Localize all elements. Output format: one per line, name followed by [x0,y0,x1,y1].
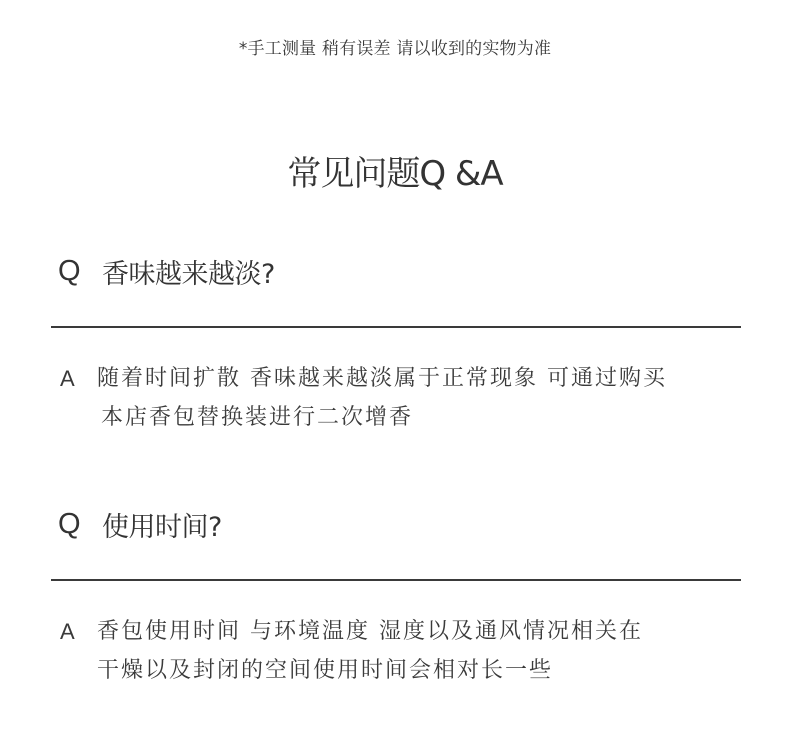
divider [51,326,741,328]
answer-line: 干燥以及封闭的空间使用时间会相对长一些 [97,658,554,683]
answer-line: 本店香包替换装进行二次增香 [101,405,414,430]
question-text: 使用时间? [102,512,222,543]
faq-question-1 [58,252,748,291]
faq-answer-2 [60,612,740,690]
question-marker: Q [58,508,81,540]
question-text: 香味越来越淡? [102,259,275,290]
faq-answer-1 [60,359,740,437]
question-marker: Q [58,255,81,287]
divider [51,579,741,581]
measurement-disclaimer: *手工测量 稍有误差 请以收到的实物为准 [238,39,552,59]
faq-section-title: 常见问题Q &A [287,154,503,194]
answer-marker: A [60,366,75,391]
answer-line: 香包使用时间 与环境温度 湿度以及通风情况相关在 [97,619,643,644]
faq-question-2 [58,505,748,544]
answer-marker: A [60,619,75,644]
answer-line: 随着时间扩散 香味越来越淡属于正常现象 可通过购买 [97,366,667,391]
